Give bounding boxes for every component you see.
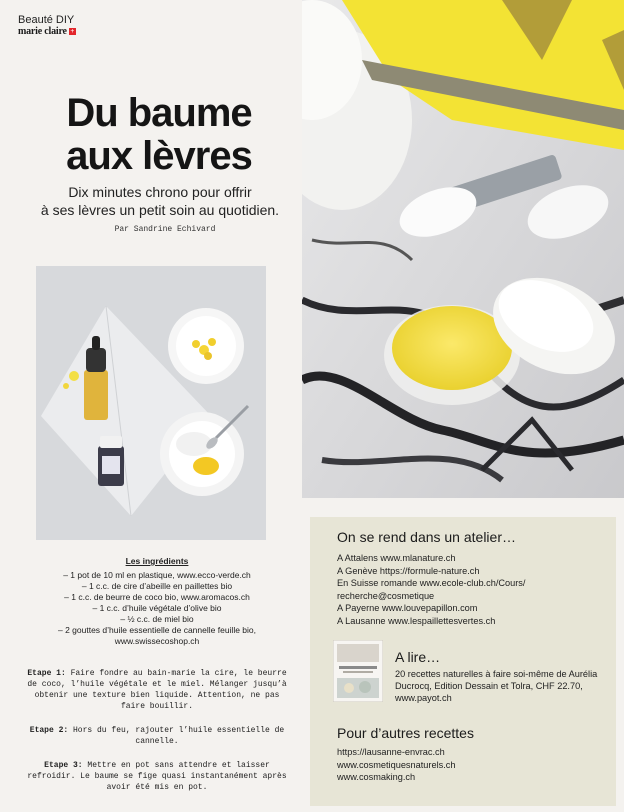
step-text: Faire fondre au bain-marie la cire, le beurre de coco, l’huile végétale et le miel. Mélanger jusqu’à obtenir une texture bien liquide. Attention, ne pas faire bouillir. bbox=[27, 669, 287, 711]
book-description: 20 recettes naturelles à faire soi-même de Aurélia Ducrocq, Edition Dessain et Tolra, CHF 22.70, www.payot.ch bbox=[395, 669, 598, 703]
step-label: Etape 1: bbox=[27, 669, 66, 678]
title-line-2: aux lèvres bbox=[66, 134, 252, 178]
step-text: Hors du feu, rajouter l’huile essentielle de cannelle. bbox=[72, 726, 285, 746]
step-label: Etape 3: bbox=[44, 761, 83, 770]
ingredients-list bbox=[22, 556, 292, 647]
lip-balm-photo bbox=[302, 0, 624, 498]
atelier-list bbox=[337, 552, 525, 627]
brand-logo bbox=[18, 26, 76, 37]
recipe-step bbox=[22, 760, 292, 793]
article-subtitle bbox=[22, 183, 298, 219]
atelier-item: En Suisse romande www.ecole-club.ch/Cours/ bbox=[337, 578, 526, 588]
brand-name: marie claire bbox=[18, 26, 67, 37]
swiss-flag-icon: + bbox=[70, 27, 75, 36]
atelier-item: A Payerne www.louvepapillon.com bbox=[337, 603, 478, 613]
step-text: Mettre en pot sans attendre et laisser refroidir. Le baume se fige quasi instantanément après avoir été mis en pot. bbox=[27, 761, 287, 792]
subtitle-line-1: Dix minutes chrono pour offrir bbox=[68, 184, 252, 200]
article-title bbox=[24, 92, 294, 178]
title-line-1: Du baume bbox=[66, 91, 252, 135]
recipe-link[interactable]: www.cosmetiquesnaturels.ch bbox=[337, 759, 456, 770]
recipe-step bbox=[22, 668, 292, 712]
ingredients-photo bbox=[36, 266, 266, 540]
atelier-item: A Attalens www.mlanature.ch bbox=[337, 553, 456, 563]
page-header bbox=[18, 14, 76, 37]
step-label: Etape 2: bbox=[29, 726, 69, 735]
recipe-step bbox=[22, 725, 292, 747]
ingredients-title: Les ingrédients bbox=[125, 556, 189, 566]
article-author: Par Sandrine Echivard bbox=[114, 225, 216, 234]
ingredient-item: – 1 c.c. de cire d’abeille en paillettes bio bbox=[81, 581, 233, 591]
atelier-item: recherche@cosmetique bbox=[337, 590, 435, 601]
ingredient-item: – 1 c.c. de beurre de coco bio, www.aromacos.ch bbox=[64, 592, 250, 602]
atelier-item: A Lausanne www.lespaillettesvertes.ch bbox=[337, 615, 496, 626]
info-sidebar bbox=[310, 517, 616, 806]
autres-list bbox=[337, 746, 455, 784]
recipe-steps bbox=[22, 668, 292, 806]
autres-heading: Pour d’autres recettes bbox=[337, 725, 474, 741]
alire-heading: A lire… bbox=[395, 649, 441, 665]
book-cover-image bbox=[333, 640, 383, 702]
ingredient-item: – 1 pot de 10 ml en plastique, www.ecco-verde.ch bbox=[63, 570, 251, 580]
subtitle-line-2: à ses lèvres un petit soin au quotidien. bbox=[40, 202, 280, 218]
recipe-link[interactable]: www.cosmaking.ch bbox=[337, 772, 416, 782]
ingredient-item: www.swissecoshop.ch bbox=[114, 636, 200, 646]
section-label: Beauté DIY bbox=[18, 14, 75, 26]
recipe-link[interactable]: https://lausanne-envrac.ch bbox=[337, 747, 445, 757]
ingredient-item: – 2 gouttes d’huile essentielle de cannelle feuille bio, bbox=[58, 625, 256, 635]
ingredient-item: – 1 c.c. d’huile végétale d’olive bio bbox=[92, 603, 222, 613]
ingredient-item: – ½ c.c. de miel bio bbox=[120, 614, 194, 624]
atelier-item: A Genève https://formule-nature.ch bbox=[337, 565, 480, 576]
atelier-heading: On se rend dans un atelier… bbox=[337, 529, 516, 545]
